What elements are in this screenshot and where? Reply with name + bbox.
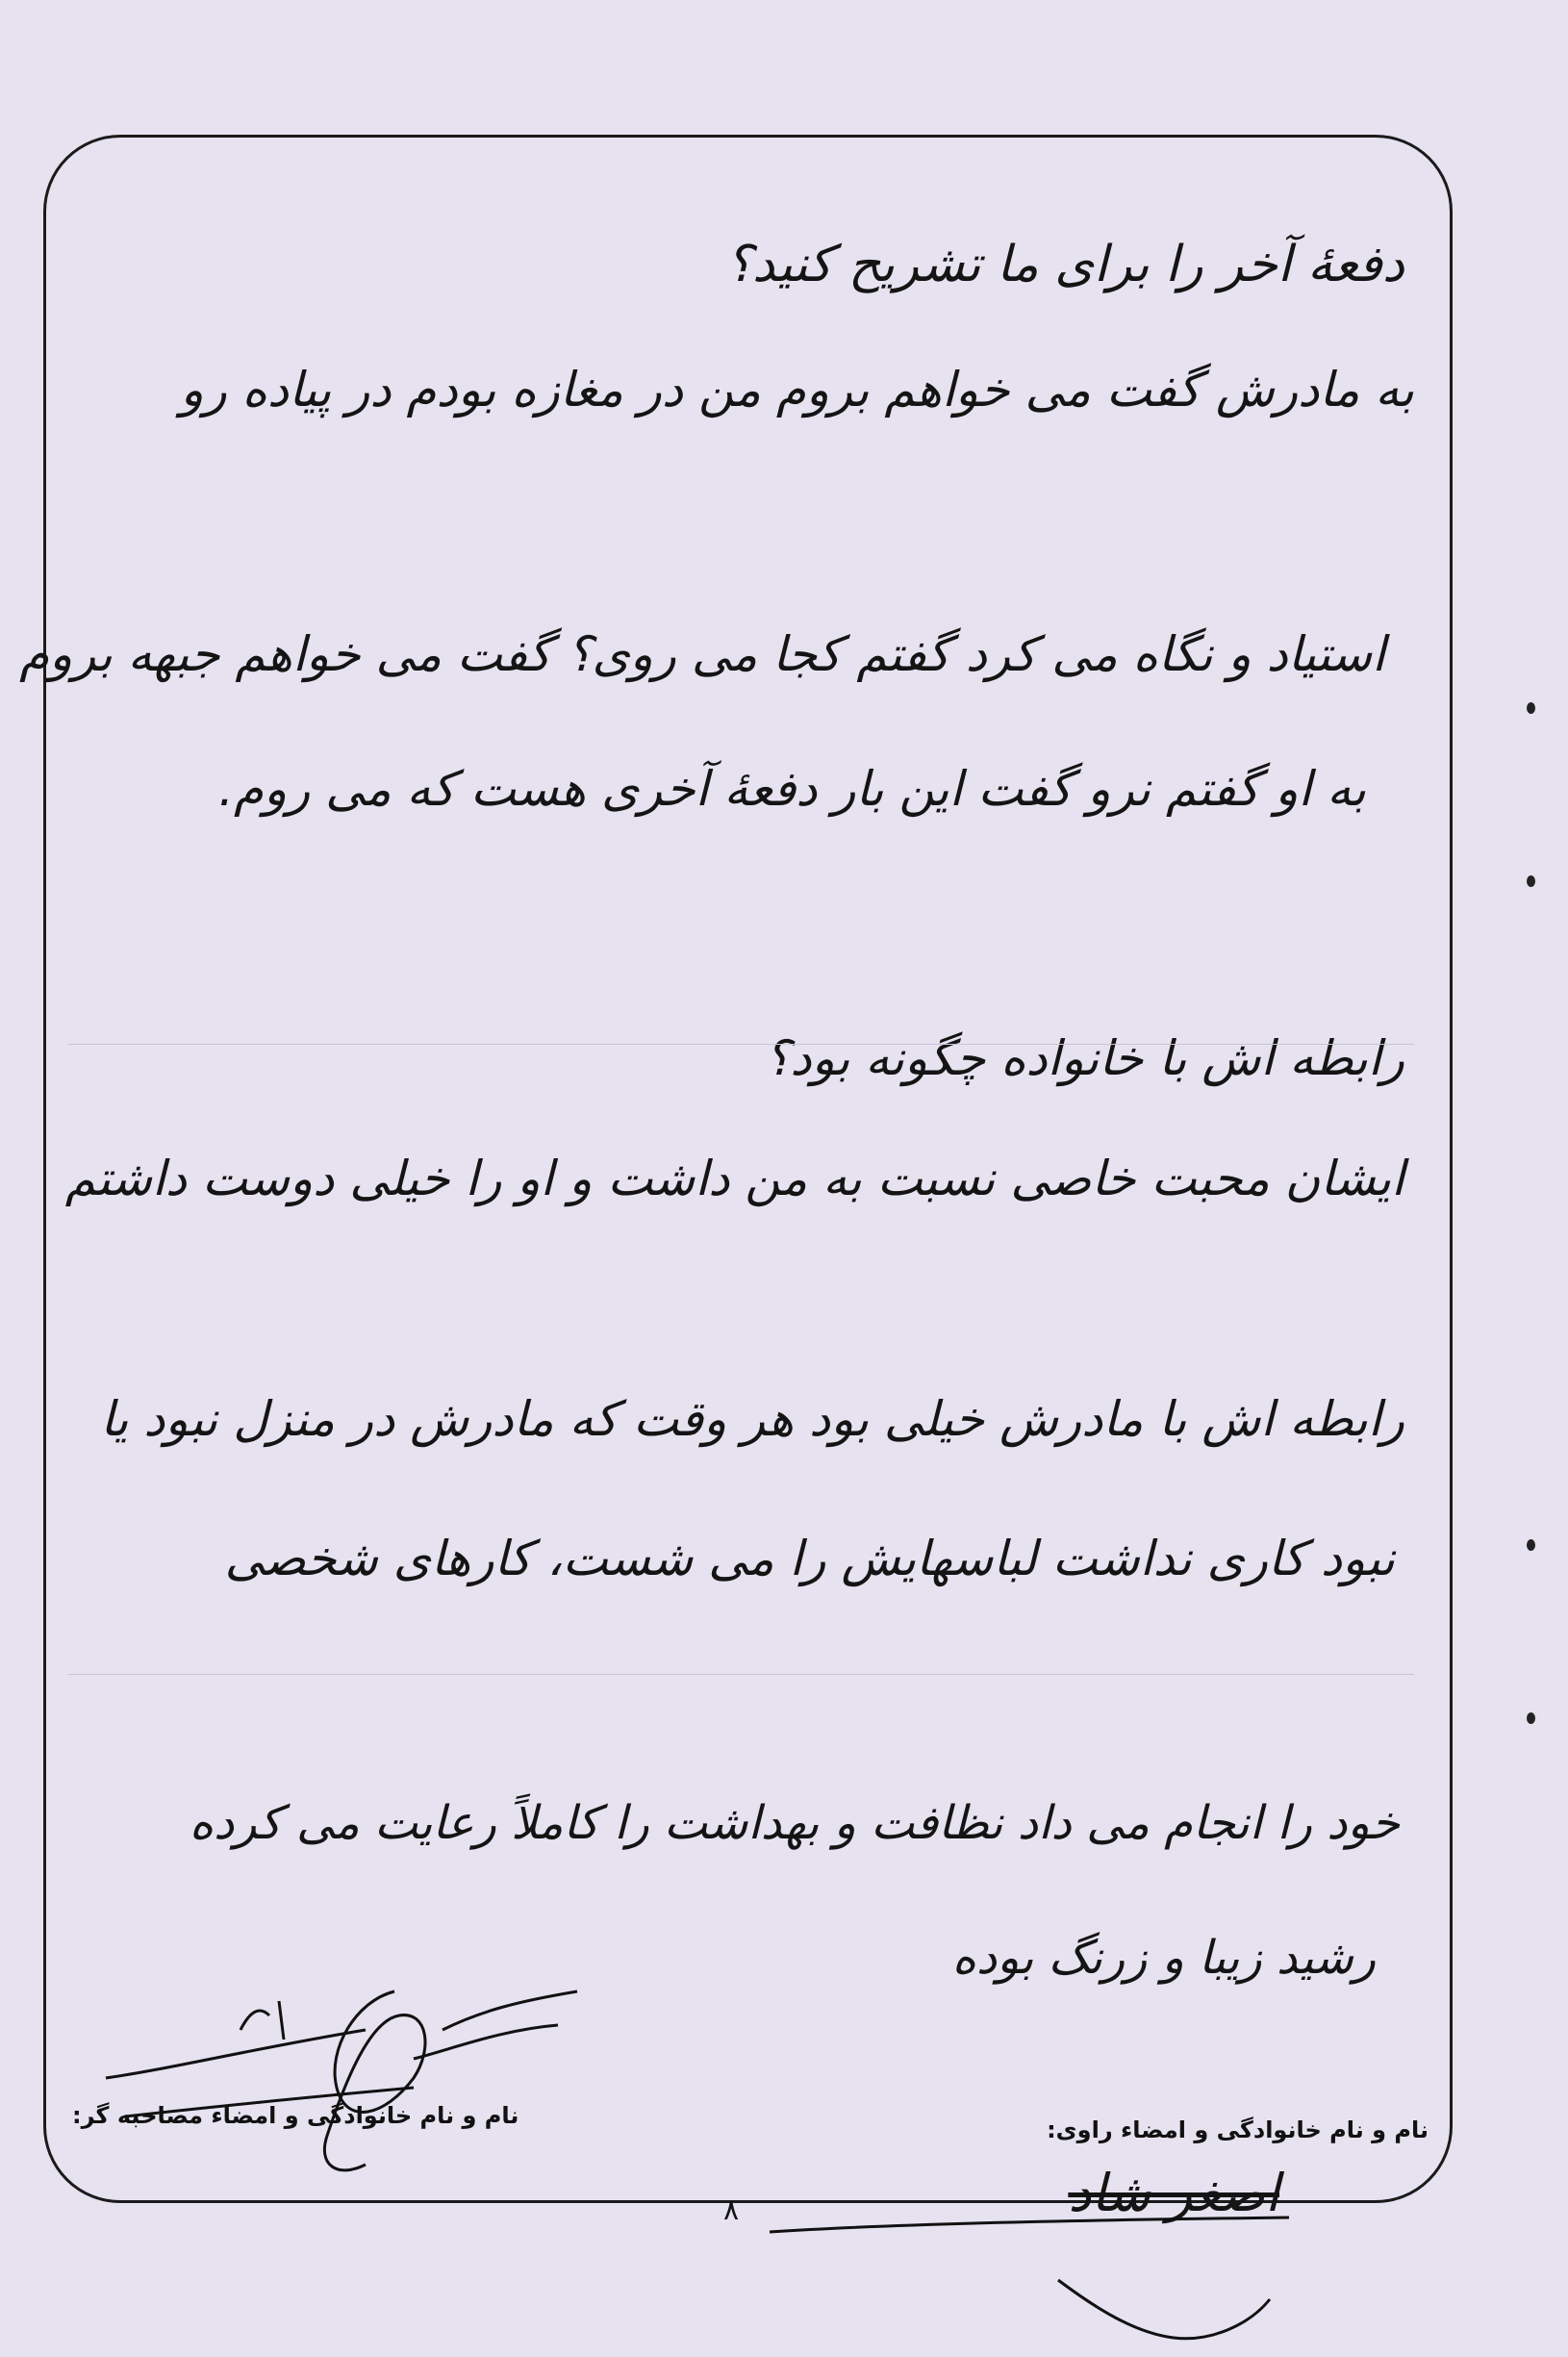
answer-line-6: نبود کاری نداشت لباسهایش را می شست، کارهای شخصی (224, 1531, 1395, 1586)
ruled-line (67, 1044, 1414, 1045)
answer-line-1: به مادرش گفت می خواهم بروم من در مغازه بودم در پیاده رو (180, 362, 1414, 418)
page-number: ۸ (722, 2193, 740, 2227)
answer-line-5: رابطه اش با مادرش خیلی بود هر وقت که مادرش در منزل نبود یا (100, 1391, 1404, 1447)
margin-dot (1527, 702, 1535, 714)
answer-line-2: استیاد و نگاه می کرد گفتم کجا می روی؟ گفت می خواهم جبهه بروم (19, 626, 1385, 682)
margin-dot (1527, 1712, 1535, 1724)
answer-line-7: خود را انجام می داد نظافت و بهداشت را کاملاً رعایت می کرده (189, 1796, 1400, 1850)
interviewer-signature (96, 1972, 596, 2193)
answer-line-4: ایشان محبت خاصی نسبت به من داشت و او را خیلی دوست داشتم (64, 1151, 1404, 1206)
answer-line-3: به او گفتم نرو گفت این بار دفعهٔ آخری هست که می روم. (218, 761, 1366, 817)
answer-line-8: رشید زیبا و زرنگ بوده (951, 1931, 1376, 1985)
margin-dot (1527, 1539, 1535, 1551)
narrator-signature-stroke (770, 2165, 1308, 2357)
interviewer-signature-label: نام و نام خانوادگی و امضاء مصاحبه گر: (72, 2102, 519, 2129)
question-line-2: رابطه اش با خانواده چگونه بود؟ (764, 1030, 1404, 1086)
ruled-line (67, 1674, 1414, 1675)
narrator-signature-label: نام و نام خانوادگی و امضاء راوی: (1047, 2116, 1429, 2143)
narrator-signature: اصغر شاد (1068, 2163, 1279, 2223)
question-line-1: دفعهٔ آخر را برای ما تشریح کنید؟ (725, 236, 1404, 293)
margin-dot (1527, 875, 1535, 887)
